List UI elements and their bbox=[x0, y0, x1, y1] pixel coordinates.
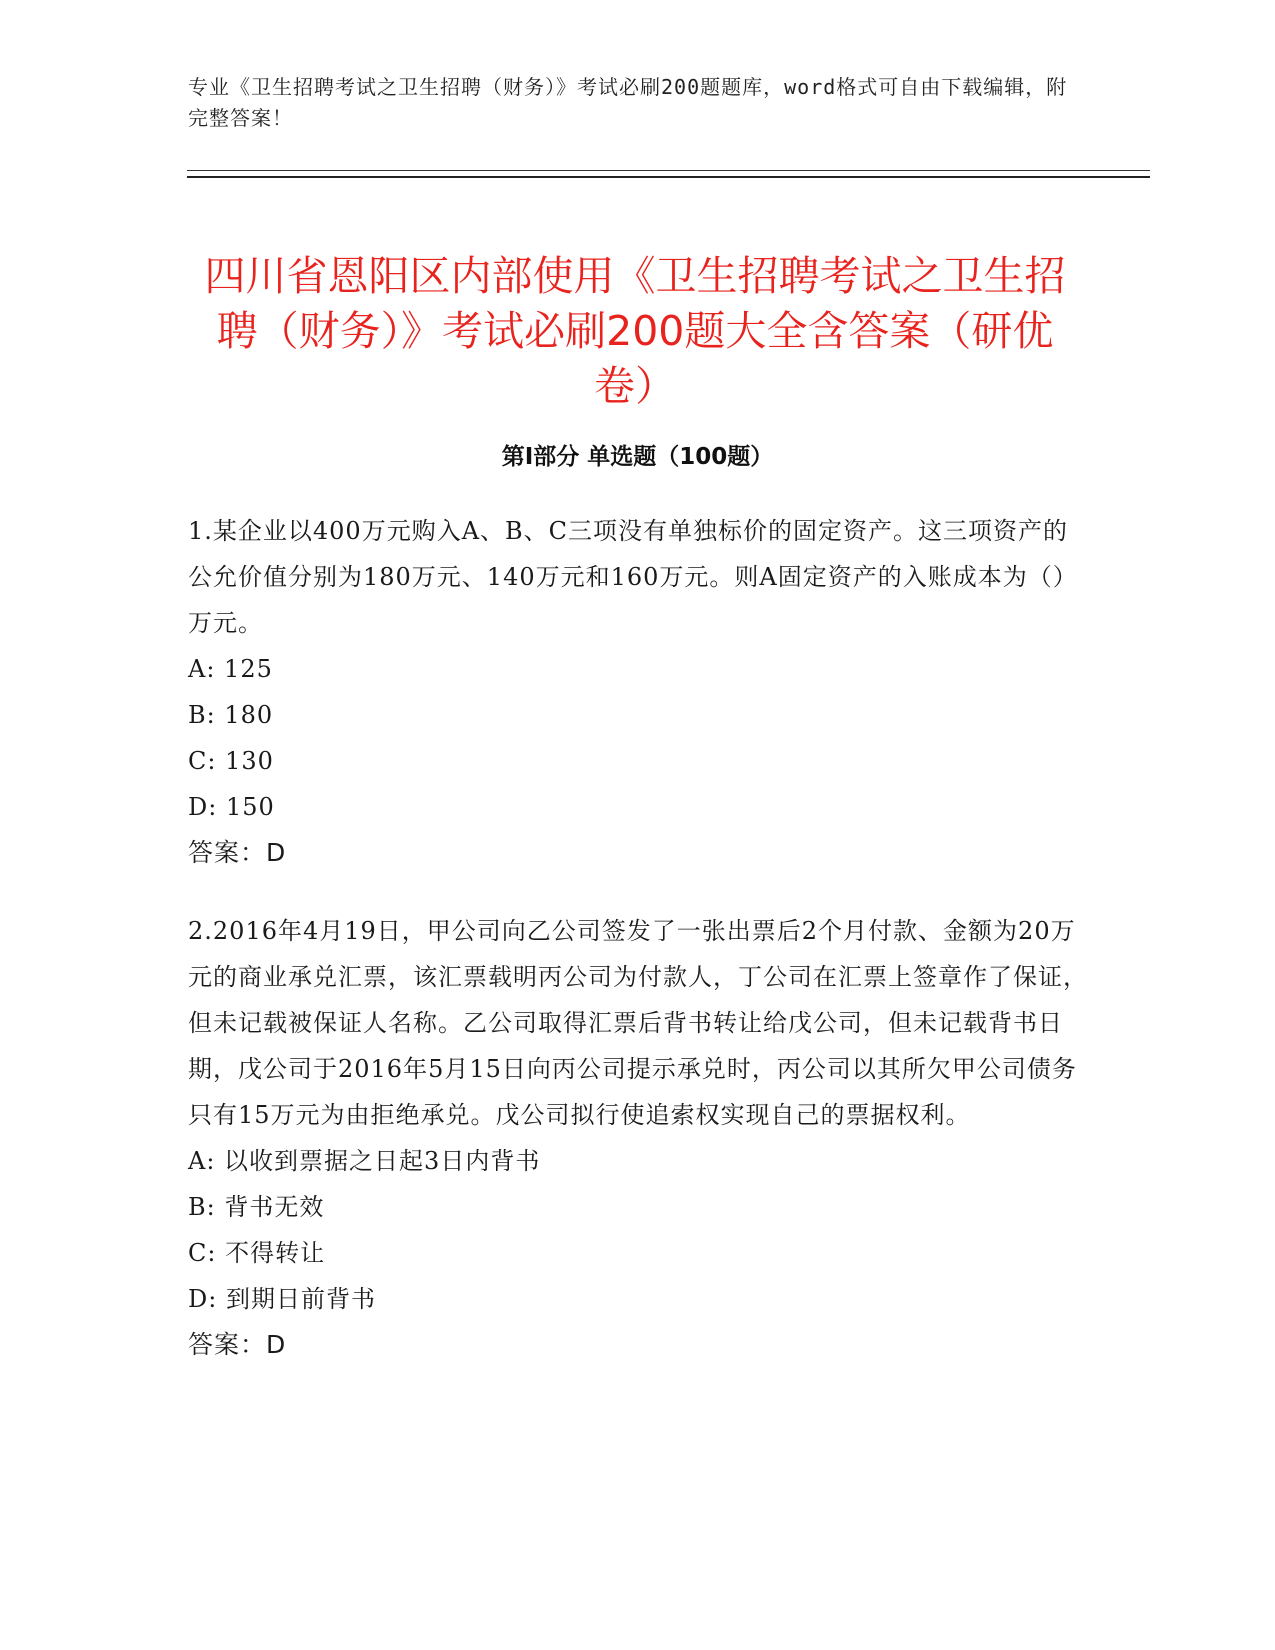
option-a: A: 125 bbox=[188, 655, 273, 683]
question-2 bbox=[188, 908, 1093, 1368]
option-b: B: 背书无效 bbox=[188, 1193, 325, 1221]
option-b: B: 180 bbox=[188, 701, 274, 729]
question-stem: 1.某企业以400万元购入A、B、C三项没有单独标价的固定资产。这三项资产的公允价值分别为180万元、140万元和160万元。则A固定资产的入账成本为（）万元。 bbox=[188, 517, 1078, 637]
document-title: 四川省恩阳区内部使用《卫生招聘考试之卫生招聘（财务）》考试必刷200题大全含答案（研优卷） bbox=[204, 252, 1066, 411]
header-rule-thick bbox=[187, 176, 1150, 178]
option-a: A: 以收到票据之日起3日内背书 bbox=[188, 1147, 541, 1175]
section-title: 第I部分 单选题（100题） bbox=[501, 444, 774, 470]
answer: 答案：D bbox=[188, 838, 287, 867]
option-d: D: 到期日前背书 bbox=[188, 1285, 376, 1313]
header-rule-thin bbox=[187, 170, 1150, 171]
option-d: D: 150 bbox=[188, 793, 275, 821]
option-c: C: 130 bbox=[188, 747, 274, 775]
question-stem: 2.2016年4月19日，甲公司向乙公司签发了一张出票后2个月付款、金额为20万元的商业承兑汇票，该汇票载明丙公司为付款人，丁公司在汇票上签章作了保证，但未记载被保证人名称。乙公司取得汇票后背书转让给戊公司，但未记载背书日期，戊公司于2016年5月15日向丙公司提示承兑时，丙公司以其所欠甲公司债务只有15万元为由拒绝承兑。戊公司拟行使追索权实现自己的票据权利。 bbox=[188, 917, 1088, 1129]
header-note: 专业《卫生招聘考试之卫生招聘（财务）》考试必刷200题题库，word格式可自由下载编辑，附完整答案！ bbox=[188, 75, 1068, 130]
answer: 答案：D bbox=[188, 1330, 287, 1359]
option-c: C: 不得转让 bbox=[188, 1239, 326, 1267]
question-1 bbox=[188, 508, 1093, 876]
